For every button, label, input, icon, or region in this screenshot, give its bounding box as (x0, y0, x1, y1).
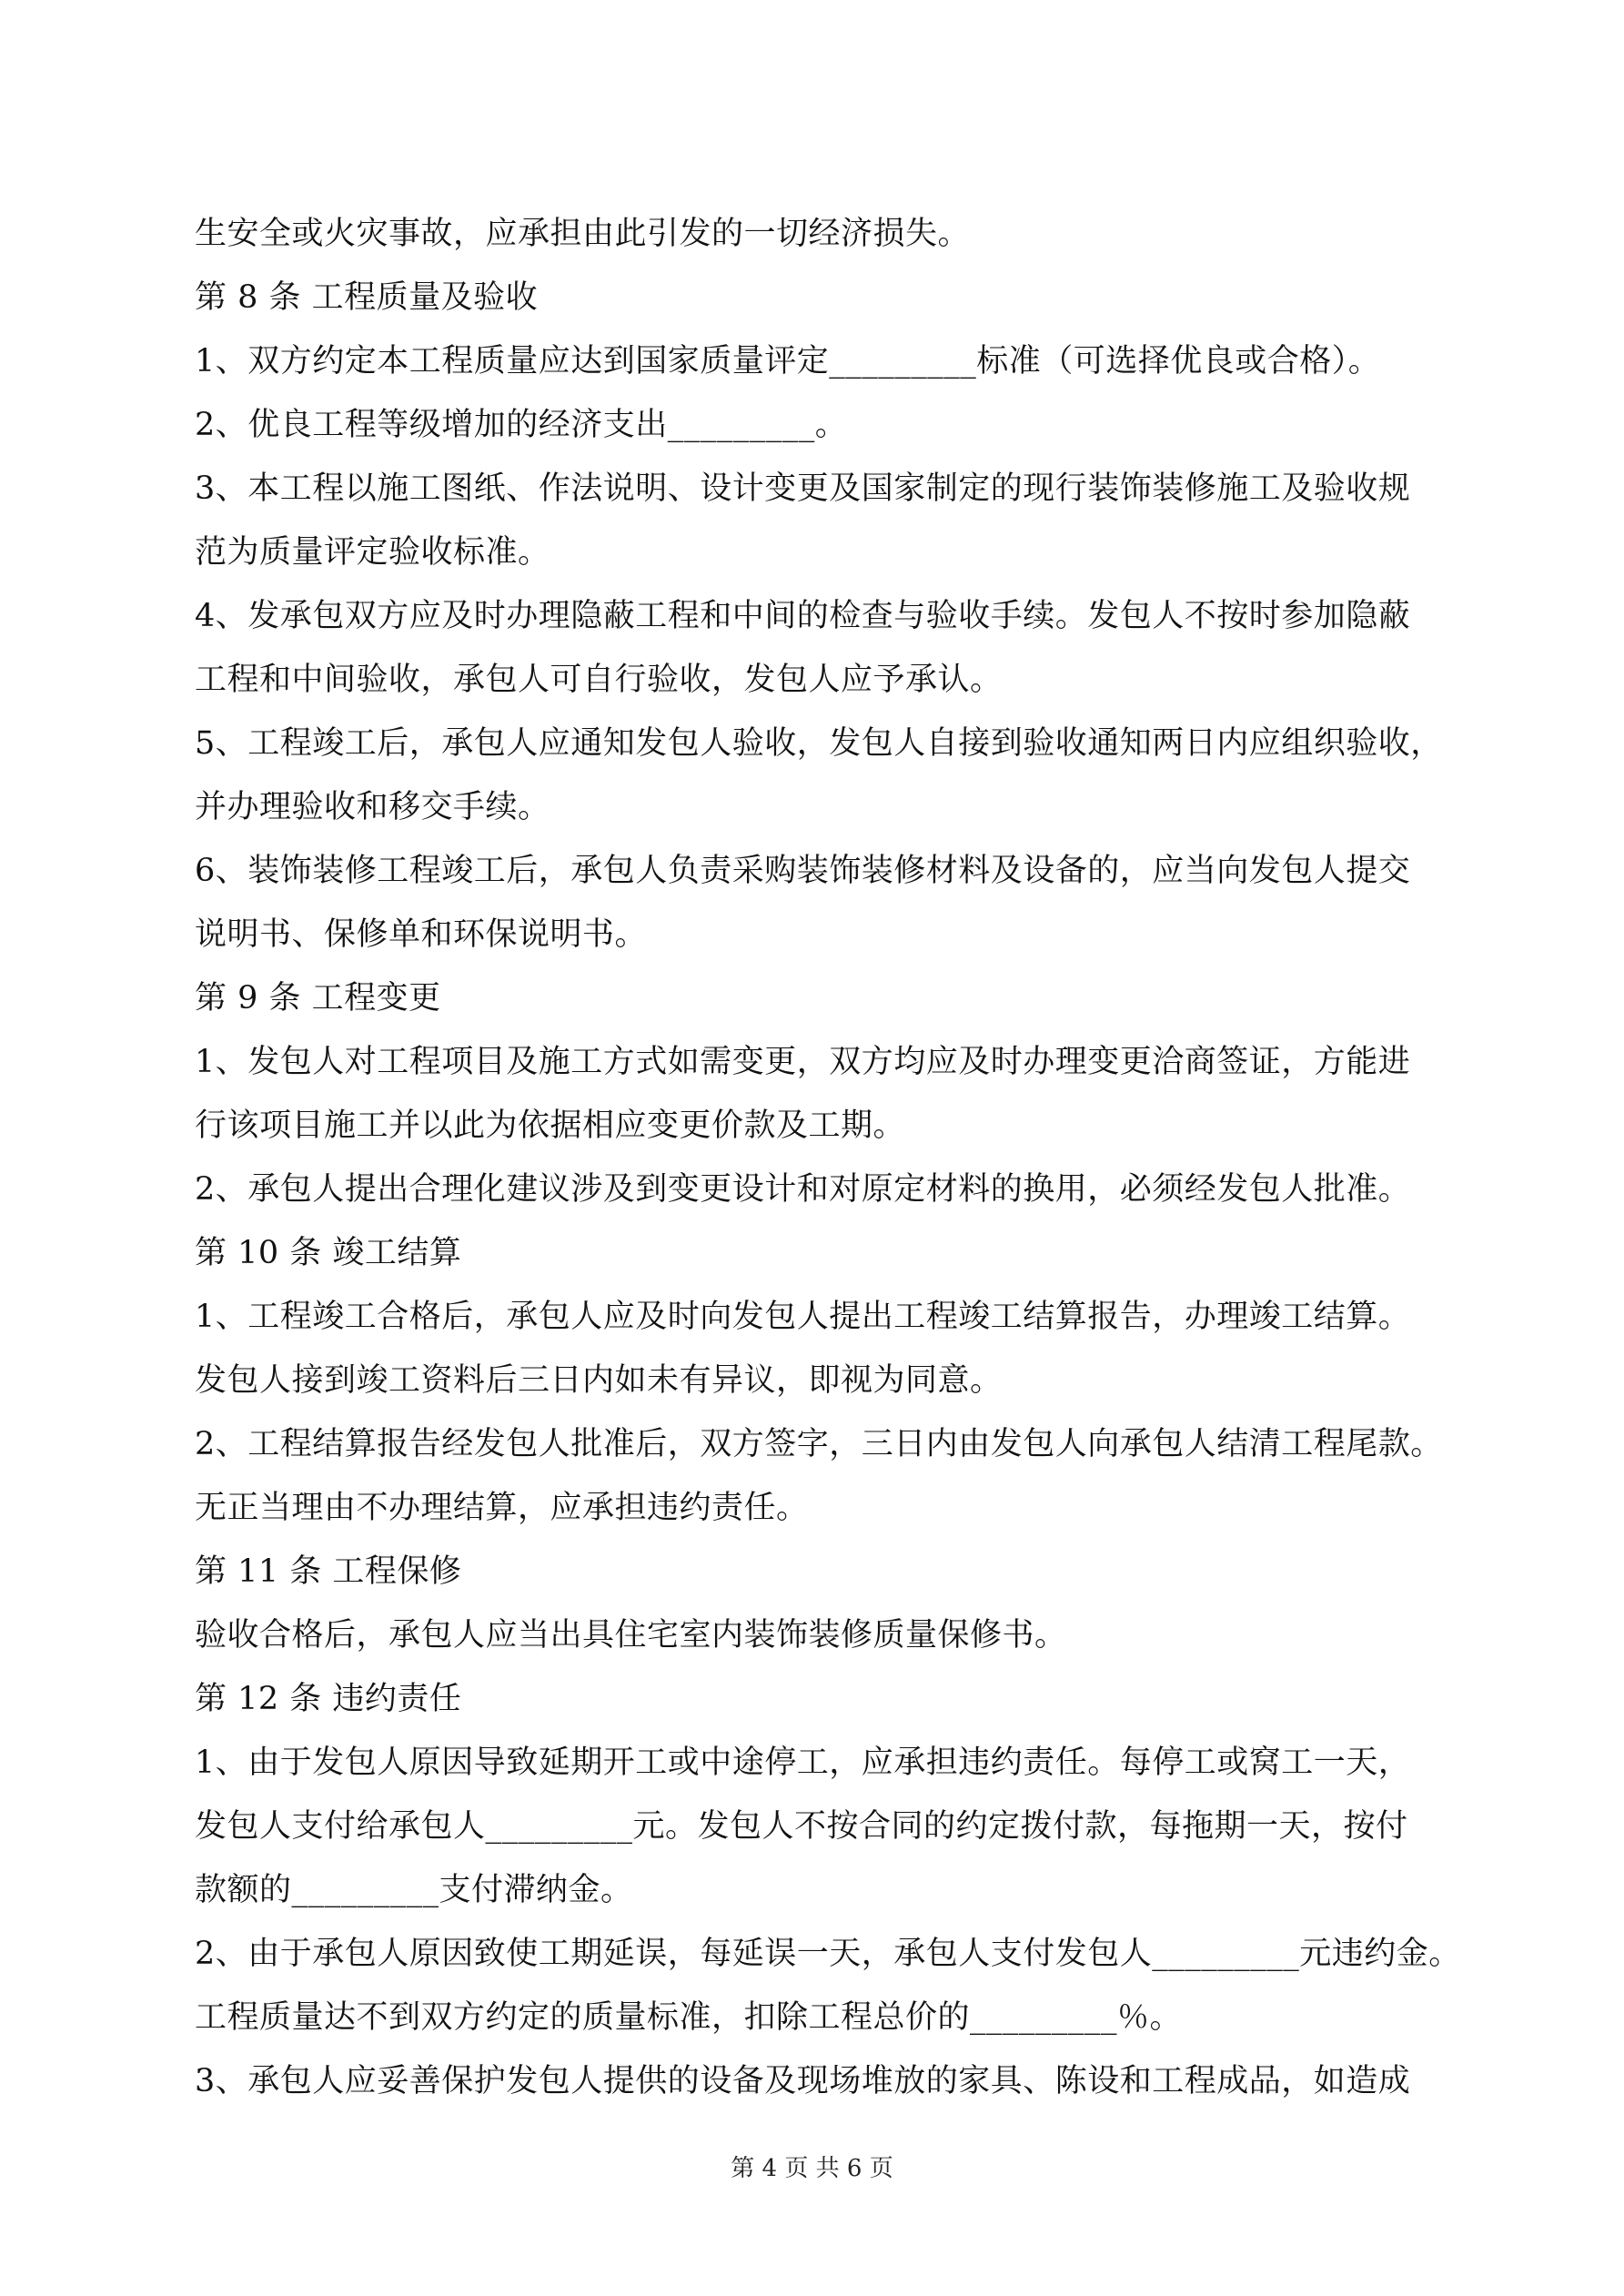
text-line: 2、由于承包人原因致使工期延误，每延误一天，承包人支付发包人_________元违约金。 (195, 1936, 1461, 1972)
text-line: 1、双方约定本工程质量应达到国家质量评定_________标准（可选择优良或合格）。 (195, 343, 1381, 379)
text-line: 并办理验收和移交手续。 (195, 789, 550, 825)
section-heading: 第 9 条 工程变更 (195, 980, 441, 1017)
text-line: 2、工程结算报告经发包人批准后，双方签字，三日内由发包人向承包人结清工程尾款。 (195, 1426, 1443, 1462)
text-line: 发包人支付给承包人_________元。发包人不按合同的约定拨付款，每拖期一天，按付 (195, 1808, 1408, 1845)
text-line: 1、工程竣工合格后，承包人应及时向发包人提出工程竣工结算报告，办理竣工结算。 (195, 1299, 1411, 1335)
text-line: 2、承包人提出合理化建议涉及到变更设计和对原定材料的换用，必须经发包人批准。 (195, 1171, 1411, 1208)
text-line: 工程质量达不到双方约定的质量标准，扣除工程总价的_________％。 (195, 1999, 1183, 2036)
text-line: 1、发包人对工程项目及施工方式如需变更，双方均应及时办理变更洽商签证，方能进 (195, 1044, 1411, 1080)
section-heading: 第 11 条 工程保修 (195, 1553, 462, 1590)
text-line: 验收合格后，承包人应当出具住宅室内装饰装修质量保修书。 (195, 1617, 1067, 1654)
text-line: 无正当理由不办理结算，应承担违约责任。 (195, 1490, 809, 1526)
page-number-footer: 第 4 页 共 6 页 (731, 2155, 893, 2182)
document-body (195, 202, 1461, 2113)
text-line: 款额的_________支付滞纳金。 (195, 1872, 633, 1908)
text-line: 1、由于发包人原因导致延期开工或中途停工，应承担违约责任。每停工或窝工一天， (195, 1745, 1411, 1781)
section-heading: 第 10 条 竣工结算 (195, 1235, 462, 1271)
text-line: 6、装饰装修工程竣工后，承包人负责采购装饰装修材料及设备的，应当向发包人提交 (195, 853, 1411, 889)
text-line: 范为质量评定验收标准。 (195, 534, 550, 571)
text-line: 5、工程竣工后，承包人应通知发包人验收，发包人自接到验收通知两日内应组织验收， (195, 725, 1443, 762)
section-heading: 第 8 条 工程质量及验收 (195, 279, 539, 316)
text-line: 4、发承包双方应及时办理隐蔽工程和中间的检查与验收手续。发包人不按时参加隐蔽 (195, 598, 1411, 634)
text-line: 说明书、保修单和环保说明书。 (195, 916, 648, 953)
text-line: 行该项目施工并以此为依据相应变更价款及工期。 (195, 1108, 906, 1144)
text-line: 3、本工程以施工图纸、作法说明、设计变更及国家制定的现行装饰装修施工及验收规 (195, 470, 1411, 507)
text-line: 3、承包人应妥善保护发包人提供的设备及现场堆放的家具、陈设和工程成品，如造成 (195, 2063, 1411, 2099)
text-line: 2、优良工程等级增加的经济支出_________。 (195, 407, 848, 443)
text-line: 生安全或火灾事故，应承担由此引发的一切经济损失。 (195, 216, 971, 252)
text-line: 发包人接到竣工资料后三日内如未有异议，即视为同意。 (195, 1362, 1003, 1399)
section-heading: 第 12 条 违约责任 (195, 1681, 462, 1717)
text-line: 工程和中间验收，承包人可自行验收，发包人应予承认。 (195, 662, 1003, 698)
